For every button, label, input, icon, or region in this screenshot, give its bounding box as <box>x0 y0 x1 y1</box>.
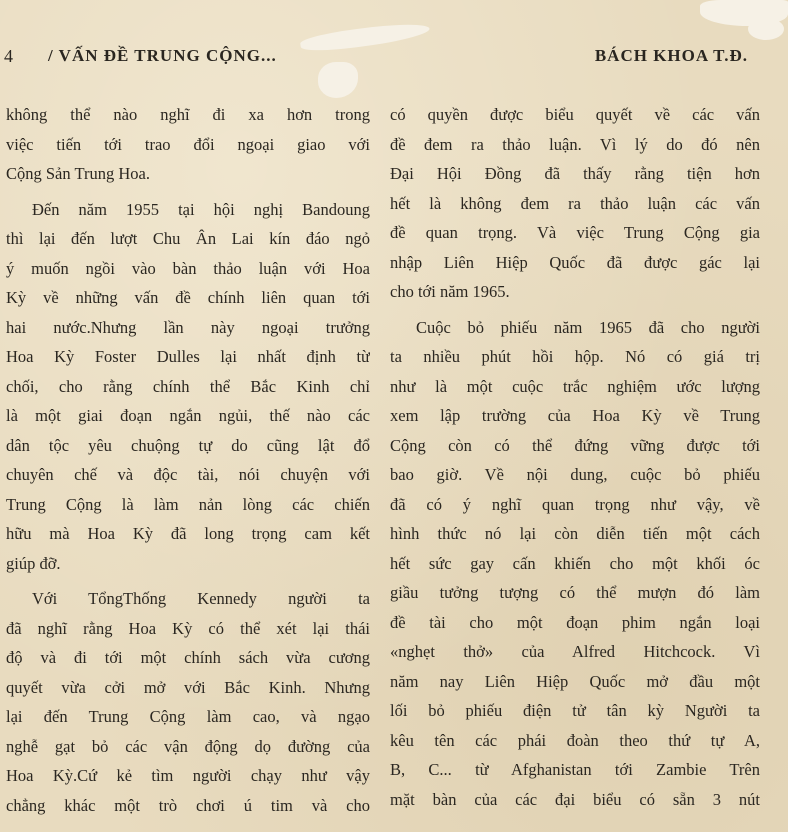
header-right-title: BÁCH KHOA T.Đ. <box>594 46 748 65</box>
text-line: xem lập trường của Hoa Kỳ về Trung <box>390 406 760 425</box>
text-line: độ và đi tới một chính sách vừa cương <box>6 648 370 667</box>
right-column <box>390 100 760 814</box>
text-line: cho tới năm 1965. <box>390 282 510 301</box>
text-line: thì lại đến lượt Chu Ân Lai kín đáo ngỏ <box>6 229 370 248</box>
text-line: Kỳ về những vấn đề chính liên quan tới <box>6 288 370 307</box>
text-line: đề đem ra thảo luận. Vì lý do đó nên <box>390 134 760 154</box>
text-line: hai nước.Nhưng lần này ngoại trưởng <box>6 317 370 337</box>
text-line: việc tiến tới trao đổi ngoại giao với <box>6 134 370 154</box>
text-line: Với TổngThống Kennedy người ta <box>32 589 370 608</box>
text-line: Cuộc bỏ phiếu năm 1965 đã cho người <box>416 317 760 337</box>
text-line: nghễ gạt bỏ các vận động dọ đường của <box>6 736 370 756</box>
text-line: hết sức gay cấn khiến cho một khối óc <box>390 553 760 573</box>
text-line: ta nhiều phút hồi hộp. Nó có giá trị <box>390 347 760 366</box>
text-line: ý muốn ngồi vào bàn thảo luận với Hoa <box>6 258 370 278</box>
running-header <box>0 44 788 72</box>
text-line: đã nghĩ rằng Hoa Kỳ có thể xét lại thái <box>6 618 370 638</box>
text-line: bao giờ. Về nội dung, cuộc bỏ phiếu <box>390 465 760 484</box>
text-line: chuyên chế và độc tài, nói chuyện với <box>6 465 370 484</box>
text-line: «nghẹt thở» của Alfred Hitchcock. Vì <box>390 642 760 661</box>
text-line: chối, cho rằng chính thể Bắc Kinh chỉ <box>6 376 370 396</box>
text-line: có quyền được biểu quyết về các vấn <box>390 105 760 124</box>
text-line: hữu mà Hoa Kỳ đã long trọng cam kết <box>6 524 370 543</box>
text-line: đề tài cho một đoạn phim ngắn loại <box>390 612 760 632</box>
header-left-title: / VẤN ĐỀ TRUNG CỘNG... <box>48 46 277 65</box>
text-line: đã có ý nghĩ quan trọng như vậy, về <box>390 494 760 514</box>
text-line: Hoa Kỳ Foster Dulles lại nhất định từ <box>6 347 370 366</box>
text-line: Cộng còn có thể đứng vững được tới <box>390 435 760 455</box>
text-line: Đại Hội Đồng đã thấy rằng tiện hơn <box>390 164 760 183</box>
text-line: kêu tên các phái đoàn theo thứ tự A, <box>390 730 760 750</box>
text-line: quyết vừa cởi mở với Bắc Kinh. Nhưng <box>6 677 370 697</box>
paper-tear-corner-small <box>748 18 784 40</box>
left-column <box>6 100 370 820</box>
text-line: đề quan trọng. Và việc Trung Cộng gia <box>390 223 760 242</box>
text-line: Hoa Kỳ.Cứ kẻ tìm người chạy như vậy <box>6 766 370 785</box>
text-line: Trung Cộng là làm nản lòng các chiến <box>6 494 370 514</box>
text-line: như là một cuộc trắc nghiệm ước lượng <box>390 376 760 396</box>
text-line: lại đến Trung Cộng làm cao, và ngạo <box>6 707 370 726</box>
text-line: Cộng Sản Trung Hoa. <box>6 164 150 183</box>
text-line: nhập Liên Hiệp Quốc đã được gác lại <box>390 252 760 272</box>
text-line: lối bỏ phiếu điện tử tân kỳ Người ta <box>390 701 760 720</box>
text-line: chẳng khác một trò chơi ú tim và cho <box>6 795 370 815</box>
text-line: B, C... từ Afghanistan tới Zambie Trên <box>390 760 760 779</box>
text-line: không thể nào nghĩ đi xa hơn trong <box>6 105 370 124</box>
text-line: năm nay Liên Hiệp Quốc mở đầu một <box>390 671 760 691</box>
page-number: 4 <box>4 46 14 66</box>
text-line: là một giai đoạn ngắn ngủi, thế nào các <box>6 406 370 425</box>
text-line: Đến năm 1955 tại hội nghị Bandoung <box>32 199 370 219</box>
text-line: mặt bàn của các đại biểu có sẵn 3 nút <box>390 789 760 809</box>
text-line: giúp đỡ. <box>6 553 61 573</box>
text-line: hết là không đem ra thảo luận các vấn <box>390 193 760 213</box>
text-line: hình thức nó lại còn diễn tiến một cách <box>390 524 760 543</box>
text-line: giầu tưởng tượng có thể mượn đó làm <box>390 583 760 602</box>
text-line: dân tộc yêu chuộng tự do cũng lật đổ <box>6 435 370 455</box>
